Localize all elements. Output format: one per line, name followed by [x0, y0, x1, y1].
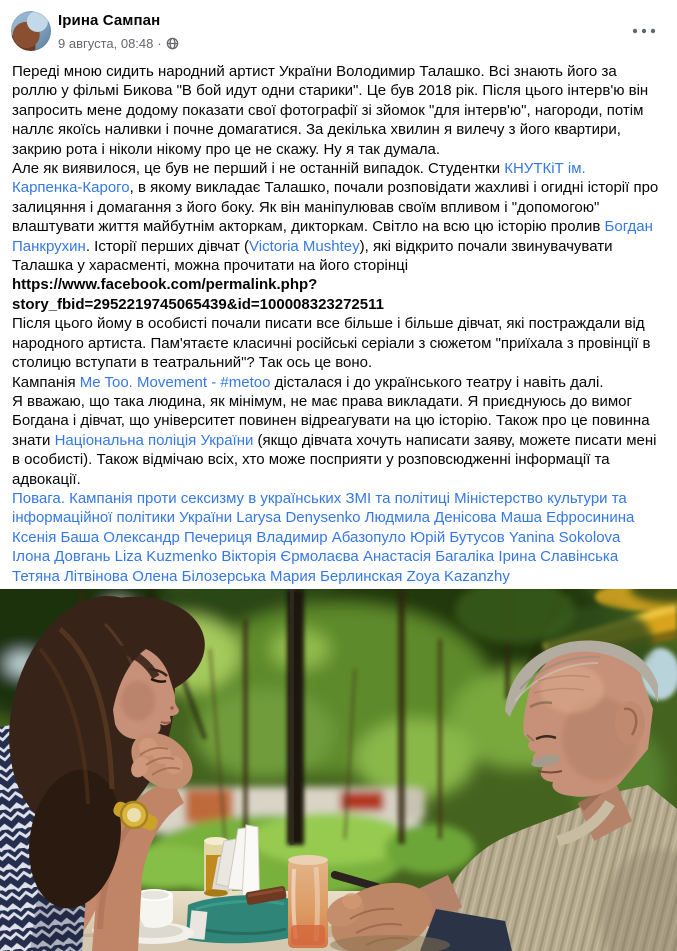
post-text-segment: . Історії перших дівчат ( [85, 237, 249, 255]
post-header [0, 0, 677, 62]
post-link[interactable]: Larysa Denysenko [236, 509, 361, 527]
post-text-segment: дісталася і до українського театру і навіть далі. [270, 373, 604, 391]
globe-icon [166, 37, 179, 50]
post-paragraph [12, 275, 660, 314]
post-link[interactable]: Олександр Печериця [103, 528, 253, 546]
post-link[interactable]: Юрій Бутусов [409, 528, 505, 546]
post-link[interactable]: Богдан Панкрухин [12, 218, 653, 255]
post-text [12, 62, 660, 586]
post-link[interactable]: Міністерство культури та інформаційної політики України [12, 489, 627, 527]
post-meta [58, 34, 179, 52]
post-link[interactable]: Victoria Mushtey [249, 237, 360, 255]
post-link[interactable]: Повага. Кампанія проти сексизму в українських ЗМІ та політиці [12, 489, 450, 507]
post-paragraph [12, 62, 660, 159]
post-menu-button[interactable] [627, 18, 661, 44]
post-link[interactable]: Національна поліція України [54, 431, 254, 449]
post-link[interactable]: Me Too. Movement - [79, 373, 217, 391]
post-paragraph [12, 314, 660, 372]
post-paragraph [12, 489, 660, 586]
post-link[interactable]: КНУТКіТ ім. Карпенка-Карого [12, 160, 586, 197]
post-link[interactable]: Олена Білозерська [132, 567, 266, 585]
post-paragraph [12, 392, 660, 489]
post-link[interactable]: Yanina Sokolova [508, 528, 621, 546]
post-link[interactable]: Вікторія Єрмолаєва [221, 548, 359, 566]
post-text-segment: Але як виявилося, це був не перший і не останній випадок. Студентки [12, 160, 505, 178]
post-link[interactable]: Ксенія Баша [12, 528, 100, 546]
post-link[interactable]: Анастасія Багаліка [362, 548, 495, 566]
post-text-segment: Кампанія [12, 373, 80, 391]
post-photo[interactable] [0, 589, 677, 951]
post-link[interactable]: Тетяна Літвінова [12, 567, 129, 585]
post-link[interactable]: Liza Kuzmenko [114, 548, 218, 566]
post-text-segment: Після цього йому в особисті почали писати все більше і більше дівчат, які постраждали від народного артиста. Пам'ятаєте класичні російські серіали з сюжетом "приїхала з провінції в столицю вступати в театральний"? Так ось це воно. [12, 315, 651, 372]
post-text-segment: , в якому викладає Талашко, почали розповідати жахливі і огидні історії про залицяння і домагання з його боку. Як він маніпулював своїм впливом і "допомогою" влаштувати життя майбутнім акторкам, дикторкам. Світло на всю цю історію пролив [12, 179, 659, 236]
photo-illustration [0, 589, 677, 951]
post-text-segment: (якщо дівчата хочуть написати заяву, можете писати мені в особисті). Також відмічаю всіх, хто може посприяти у розповсюдженні інформації та адвокації. [12, 431, 657, 488]
post-link[interactable]: Мария Берлинская [270, 567, 403, 585]
post-paragraph [12, 159, 660, 275]
post-text-segment: Переді мною сидить народний артист України Володимир Талашко. Всі знають його за роллю у фільмі Бикова "В бой идут одни старики". Це був 2018 рік. Після цього інтерв'ю він запросить мене додому показати свої фотографії зі зйомок "для інтерв'ю", нагороди, потім наллє якоїсь наливки і почне домагатися. За декілька хвилин я вилечу з його квартири, закрию рота і ніколи нікому про це не скажу. Ну я так думала. [12, 63, 649, 158]
post-link[interactable]: Маша Ефросинина [500, 509, 635, 527]
post-link[interactable]: Людмила Денісова [364, 509, 497, 527]
post-link[interactable]: #metoo [220, 373, 271, 391]
post-link[interactable]: Ілона Довгань [12, 548, 111, 566]
post-text-segment: story_fbid=2952219745065439&id=100008323272511 [12, 295, 384, 313]
author-name[interactable]: Ірина Сампан [58, 12, 161, 29]
post-link[interactable]: Zoya Kazanzhy [406, 567, 510, 585]
post-text-segment: https://www.facebook.com/permalink.php? [12, 276, 318, 294]
timestamp[interactable]: 9 августа, 08:48 [58, 35, 154, 51]
avatar[interactable] [11, 11, 51, 51]
post-link[interactable]: Ірина Славінська [498, 548, 619, 566]
meta-separator: · [157, 35, 162, 51]
post-link[interactable]: Владимир Абазопуло [256, 528, 406, 546]
post-text-segment: ), які відкрито почали звинувачувати Талашка у харасменті, можна прочитати на його сторінці [12, 237, 613, 275]
post-text-segment: Я вважаю, що така людина, як мінімум, не має права викладати. Я приєднуюсь до вимог Богдана і дівчат, що університет повинен відреагувати на цю історію. Також про це повинна знати [12, 392, 650, 449]
ellipsis-icon [632, 28, 656, 34]
post-paragraph [12, 373, 660, 392]
orange-glass [288, 855, 328, 948]
